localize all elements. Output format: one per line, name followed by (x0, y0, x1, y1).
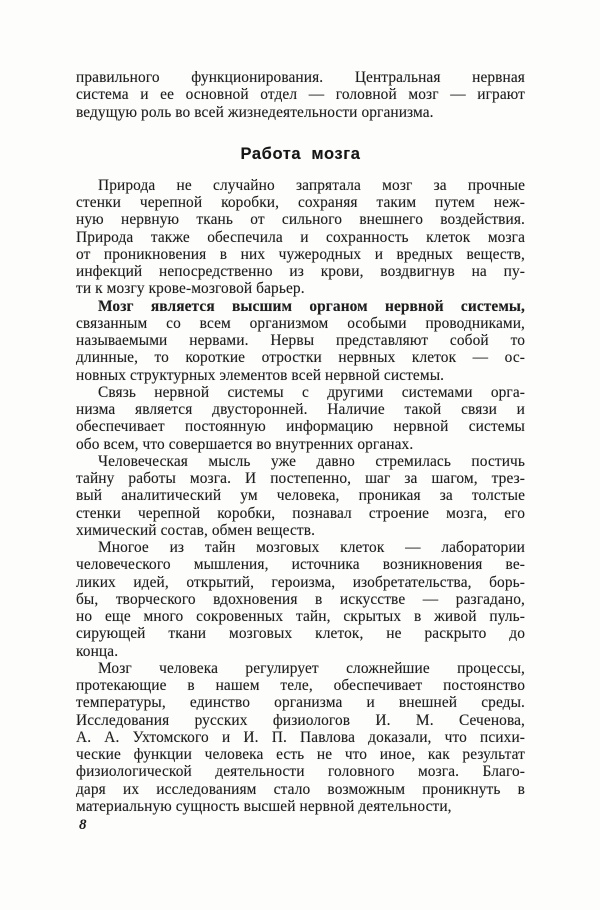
text-line: Природа не случайно запрятала мозг за прочные (98, 176, 525, 194)
text-line: бы, творческого вдохновения в искусстве — разгадано, (76, 590, 525, 608)
paragraph (76, 298, 525, 384)
text-line: химический состав, обмен веществ. (76, 521, 316, 539)
paragraph (76, 384, 525, 453)
paragraph (76, 539, 525, 660)
text-line: физиологической деятельности головного мозга. Благо- (76, 763, 525, 781)
page-number: 8 (79, 817, 87, 833)
paragraph (76, 660, 525, 815)
text-line: Человеческая мысль уже давно стремилась постичь (98, 452, 525, 470)
text-line: низма является двусторонней. Наличие такой связи и (76, 401, 525, 418)
text-line: но еще много сокровенных тайн, скрытых в живой пуль- (76, 608, 525, 625)
text-line: А. А. Ухтомского и И. П. Павлова доказали, что психи- (76, 728, 525, 746)
text-line: Природа также обеспечила и сохранность клеток мозга (76, 228, 525, 246)
text-line: Исследования русских физиологов И. М. Сеченова, (76, 711, 525, 729)
text-line: Связь нервной системы с другими системами орга- (98, 383, 525, 401)
text-block (76, 69, 525, 815)
text-line: ведущую роль во всей жизнедеятельности организма. (76, 103, 434, 121)
text-line: инфекций непосредственно из крови, воздвигнув на пу- (76, 263, 525, 280)
text-line: вый аналитический ум человека, проникая за толстые (76, 487, 525, 505)
text-line: тайну работы мозга. И постепенно, шаг за шагом, трез- (76, 470, 525, 487)
text-line: материальную сущность высшей нервной деятельности, (76, 797, 452, 815)
text-line: Мозг человека регулирует сложнейшие процессы, (98, 659, 525, 677)
text-line: связанным со всем организмом особыми проводниками, (76, 314, 525, 332)
text-line: длинные, то короткие отростки нервных клеток — ос- (76, 349, 525, 367)
text-line: система и ее основной отдел — головной мозг — играют (76, 86, 525, 104)
text-line: ти к мозгу крове-мозговой барьер. (76, 280, 305, 298)
text-line: человеческого мышления, источника возникновения ве- (76, 556, 525, 574)
paragraph (76, 69, 525, 121)
text-line: правильного функционирования. Центральная нервная (76, 69, 525, 86)
text-line: протекающие в нашем теле, обеспечивает постоянство (76, 677, 525, 694)
text-line: Мозг является высшим органом нервной системы, (98, 297, 525, 315)
text-line: стенки черепной коробки, сохраняя таким путем неж- (76, 194, 525, 211)
text-line: обо всем, что совершается во внутренних органах. (76, 435, 414, 453)
text-line: от проникновения в них чужеродных и вредных веществ, (76, 245, 525, 263)
text-line: Многое из тайн мозговых клеток — лаборатории (98, 539, 525, 556)
text-line: температуры, единство организма и внешней среды. (76, 694, 525, 712)
text-line: называемыми нервами. Нервы представляют собой то (76, 332, 525, 349)
text-line: ликих идей, открытий, героизма, изобретательства, борь- (76, 573, 525, 591)
text-line: новных структурных элементов всей нервной системы. (76, 366, 445, 384)
text-line: стенки черепной коробки, познавал строение мозга, его (76, 504, 525, 522)
section-heading: Работа мозга (240, 144, 361, 163)
text-line: сирующей ткани мозговых клеток, не раскрыто до (76, 625, 525, 643)
text-line: ческие функции человека есть не что иное, как результат (76, 746, 525, 763)
text-line: ную нервную ткань от сильного внешнего воздействия. (76, 211, 525, 229)
paragraph (76, 453, 525, 539)
text-line: даря их исследованиям стало возможным проникнуть в (76, 780, 525, 798)
text-line: обеспечивает постоянную информацию нервной системы (76, 418, 525, 436)
text-line: конца. (76, 642, 119, 660)
paragraph (76, 177, 525, 298)
